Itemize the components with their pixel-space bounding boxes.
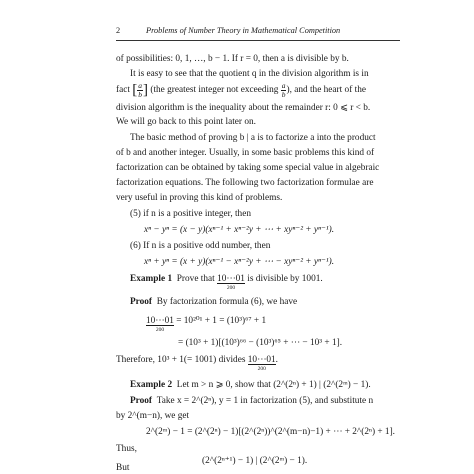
text-line: factorization can be obtained by taking some special value in algebraic bbox=[116, 163, 380, 173]
text-line-with-fractions bbox=[116, 82, 366, 99]
text-line: of possibilities: 0, 1, …, b − 1. If r = 0, then a is divisible by b. bbox=[116, 54, 349, 64]
text-fragment: (the greatest integer not exceeding bbox=[150, 85, 279, 96]
page-number: 2 bbox=[116, 26, 121, 35]
fraction-numerator: a bbox=[281, 81, 286, 90]
text-line: It is easy to see that the quotient q in the division algorithm is in bbox=[130, 69, 369, 79]
equation-5: xⁿ − yⁿ = (x − y)(xⁿ⁻¹ + xⁿ⁻²y + ⋯ + xyⁿ⁻² + yⁿ⁻¹). bbox=[144, 225, 335, 235]
text-fragment: ), and the heart of the bbox=[286, 85, 366, 96]
fraction-numerator: a bbox=[138, 81, 143, 90]
text-fragment: Prove that bbox=[176, 274, 215, 284]
text-line: But bbox=[116, 463, 130, 473]
digit-count-label: 200 bbox=[155, 327, 165, 333]
floor-bracket-right: ] bbox=[143, 82, 149, 99]
example-2 bbox=[130, 380, 371, 390]
repeated-digit-number bbox=[247, 355, 276, 372]
text-fragment: is divisible by 1001. bbox=[247, 274, 323, 284]
running-title: Problems of Number Theory in Mathematical Competition bbox=[146, 26, 341, 35]
running-header bbox=[116, 24, 400, 40]
proof-2 bbox=[130, 396, 373, 406]
example-1 bbox=[130, 274, 323, 291]
header-rule bbox=[116, 40, 400, 41]
text-fragment: = 10²⁰¹ + 1 = (10³)⁶⁷ + 1 bbox=[176, 316, 267, 326]
text-line: (6) If n is a positive odd number, then bbox=[130, 241, 271, 251]
proof-label: Proof bbox=[130, 396, 153, 406]
example-label: Example 1 bbox=[130, 274, 173, 284]
equation-6: xⁿ + yⁿ = (x + y)(xⁿ⁻¹ − xⁿ⁻²y + ⋯ − xyⁿ⁻² + yⁿ⁻¹). bbox=[144, 257, 335, 267]
proof-label: Proof bbox=[130, 297, 153, 307]
text-line: very useful in proving this kind of problems. bbox=[116, 193, 283, 203]
equation-10: (2^(2ⁿ⁺¹) − 1) | (2^(2ᵐ) − 1). bbox=[202, 456, 308, 466]
number-digits: 10⋯01 bbox=[247, 355, 276, 365]
text-fragment: Let m > n ⩾ 0, show that (2^(2ⁿ) + 1) | (2^(2ᵐ) − 1). bbox=[176, 380, 371, 390]
repeated-digit-number bbox=[146, 316, 174, 333]
proof-1 bbox=[130, 297, 297, 307]
example-label: Example 2 bbox=[130, 380, 173, 390]
text-line: (5) if n is a positive integer, then bbox=[130, 209, 251, 219]
text-line: of b and another integer. Usually, in some basic problems this kind of bbox=[116, 148, 375, 158]
underbrace bbox=[217, 283, 245, 284]
text-line: factorization equations. The following two factorization formulae are bbox=[116, 178, 374, 188]
text-fragment: By factorization formula (6), we have bbox=[156, 297, 298, 307]
text-fragment: fact bbox=[116, 85, 130, 96]
text-line: The basic method of proving b | a is to factorize a into the product bbox=[130, 133, 376, 143]
text-fragment: Therefore, 10³ + 1(= 1001) divides bbox=[116, 355, 246, 365]
digit-count-label: 200 bbox=[226, 285, 236, 291]
equation-7 bbox=[146, 316, 267, 333]
equation-9: 2^(2ᵐ) − 1 = (2^(2ⁿ) − 1)[(2^(2ⁿ))^(2^(m−n)−1) + ⋯ + 2^(2ⁿ) + 1]. bbox=[146, 427, 395, 437]
underbrace bbox=[248, 364, 276, 365]
text-line bbox=[116, 355, 278, 372]
fraction-denominator: b bbox=[281, 89, 286, 99]
digit-count-label: 200 bbox=[257, 366, 266, 372]
text-fragment: Take x = 2^(2ⁿ), y = 1 in factorization (5), and substitute n bbox=[156, 396, 374, 406]
text-line: division algorithm is the inequality about the remainder r: 0 ⩽ r < b. bbox=[116, 103, 371, 113]
text-fragment: . bbox=[275, 355, 278, 365]
number-digits: 10⋯01 bbox=[217, 274, 245, 284]
text-line: by 2^(m−n), we get bbox=[116, 411, 190, 421]
repeated-digit-number bbox=[217, 274, 245, 291]
equation-8: = (10³ + 1)[(10³)⁶⁶ − (10³)⁶⁵ + ⋯ − 10³ + 1]. bbox=[178, 338, 343, 348]
fraction-denominator: b bbox=[138, 89, 143, 99]
text-line: We will go back to this point later on. bbox=[116, 117, 256, 127]
text-line: Thus, bbox=[116, 444, 137, 454]
number-digits: 10⋯01 bbox=[146, 316, 174, 326]
floor-bracket-left: [ bbox=[132, 82, 138, 99]
underbrace bbox=[146, 325, 174, 326]
